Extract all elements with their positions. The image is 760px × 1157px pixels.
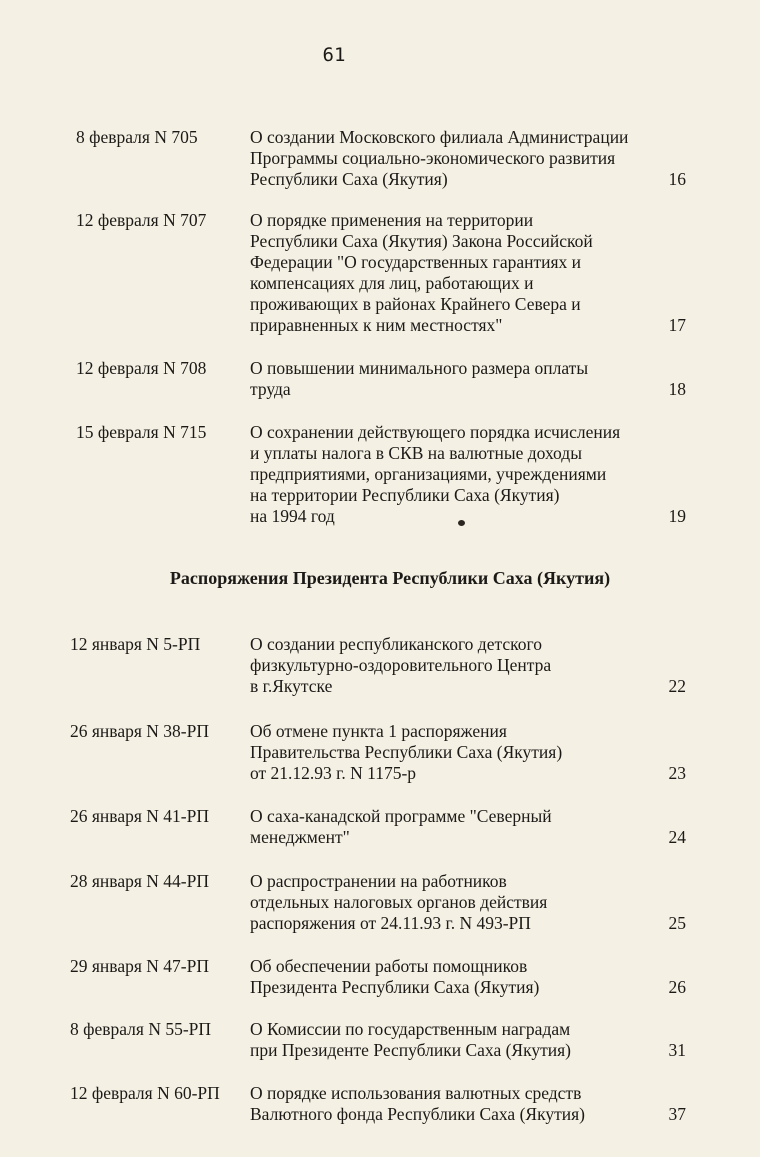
entry-page: 23 xyxy=(668,763,686,783)
entry-date: 12 января N 5-РП xyxy=(70,634,201,654)
entry-title-line: Валютного фонда Республики Саха (Якутия) xyxy=(250,1104,585,1124)
entry-title-line: О сохранении действующего порядка исчисления xyxy=(250,422,621,442)
entry-page: 25 xyxy=(668,913,686,933)
entry-title-line: распоряжения от 24.11.93 г. N 493-РП xyxy=(250,913,531,933)
entry-title-line: на территории Республики Саха (Якутия) xyxy=(250,485,560,505)
entry-page: 26 xyxy=(668,977,686,997)
entry-title-line: приравненных к ним местностях" xyxy=(250,315,503,335)
entry-page: 17 xyxy=(668,315,686,335)
entry-title-line: компенсациях для лиц, работающих и xyxy=(250,273,534,293)
entry-title-line: Об обеспечении работы помощников xyxy=(250,956,528,976)
entry-title-line: при Президенте Республики Саха (Якутия) xyxy=(250,1040,571,1060)
entry-title-line: О распространении на работников xyxy=(250,871,507,891)
entry-title-line: О создании республиканского детского xyxy=(250,634,542,654)
entry-title xyxy=(250,1019,660,1061)
entry-title-line: физкультурно-оздоровительного Центра xyxy=(250,655,552,675)
entry-page: 16 xyxy=(668,169,686,189)
entry-title-line: предприятиями, организациями, учреждениями xyxy=(250,464,607,484)
entry-title-line: и уплаты налога в СКВ на валютные доходы xyxy=(250,443,582,463)
entry-title-line: Программы социально-экономического развития xyxy=(250,148,616,168)
entry-title xyxy=(250,127,660,190)
section-heading: Распоряжения Президента Республики Саха (Якутия) xyxy=(169,568,611,588)
entry-date: 26 января N 41-РП xyxy=(70,806,209,826)
entry-title xyxy=(250,634,660,697)
entry-date: 8 февраля N 705 xyxy=(76,127,198,147)
entry-date: 12 февраля N 707 xyxy=(76,210,207,230)
ink-speck xyxy=(458,520,465,526)
entry-title-line: О повышении минимального размера оплаты xyxy=(250,358,589,378)
entry-page: 18 xyxy=(668,379,686,399)
entry-title xyxy=(250,358,660,400)
entry-date: 29 января N 47-РП xyxy=(70,956,209,976)
entry-title-line: менеджмент" xyxy=(250,827,350,847)
entry-title xyxy=(250,1083,660,1125)
entry-title-line: О порядке применения на территории xyxy=(250,210,534,230)
entry-page: 22 xyxy=(668,676,686,696)
entry-title xyxy=(250,721,660,784)
entry-title xyxy=(250,956,660,998)
entry-title-line: Республики Саха (Якутия) xyxy=(250,169,448,189)
entry-page: 24 xyxy=(668,827,686,847)
page-number: 61 xyxy=(322,44,346,66)
entry-title-line: на 1994 год xyxy=(250,506,335,526)
entry-date: 28 января N 44-РП xyxy=(70,871,209,891)
entry-date: 26 января N 38-РП xyxy=(70,721,209,741)
entry-title xyxy=(250,806,660,848)
entry-title-line: от 21.12.93 г. N 1175-р xyxy=(250,763,417,783)
entry-date: 12 февраля N 708 xyxy=(76,358,207,378)
entry-title xyxy=(250,871,660,934)
entry-date: 8 февраля N 55-РП xyxy=(70,1019,212,1039)
entry-title-line: Об отмене пункта 1 распоряжения xyxy=(250,721,507,741)
entry-title xyxy=(250,422,660,527)
entry-title-line: О Комиссии по государственным наградам xyxy=(250,1019,571,1039)
entry-title-line: О создании Московского филиала Администрации xyxy=(250,127,629,147)
entry-title-line: Республики Саха (Якутия) Закона Российской xyxy=(250,231,593,251)
entry-title xyxy=(250,210,660,336)
entry-title-line: Правительства Республики Саха (Якутия) xyxy=(250,742,563,762)
entry-title-line: Президента Республики Саха (Якутия) xyxy=(250,977,540,997)
entry-title-line: проживающих в районах Крайнего Севера и xyxy=(250,294,581,314)
entry-title-line: в г.Якутске xyxy=(250,676,333,696)
entry-page: 37 xyxy=(668,1104,686,1124)
entry-title-line: отдельных налоговых органов действия xyxy=(250,892,548,912)
entry-page: 19 xyxy=(668,506,686,526)
entry-title-line: О саха-канадской программе "Северный xyxy=(250,806,552,826)
entry-title-line: труда xyxy=(250,379,291,399)
entry-title-line: Федерации "О государственных гарантиях и xyxy=(250,252,582,272)
entry-title-line: О порядке использования валютных средств xyxy=(250,1083,582,1103)
entry-date: 12 февраля N 60-РП xyxy=(70,1083,220,1103)
entry-date: 15 февраля N 715 xyxy=(76,422,207,442)
entry-page: 31 xyxy=(668,1040,686,1060)
